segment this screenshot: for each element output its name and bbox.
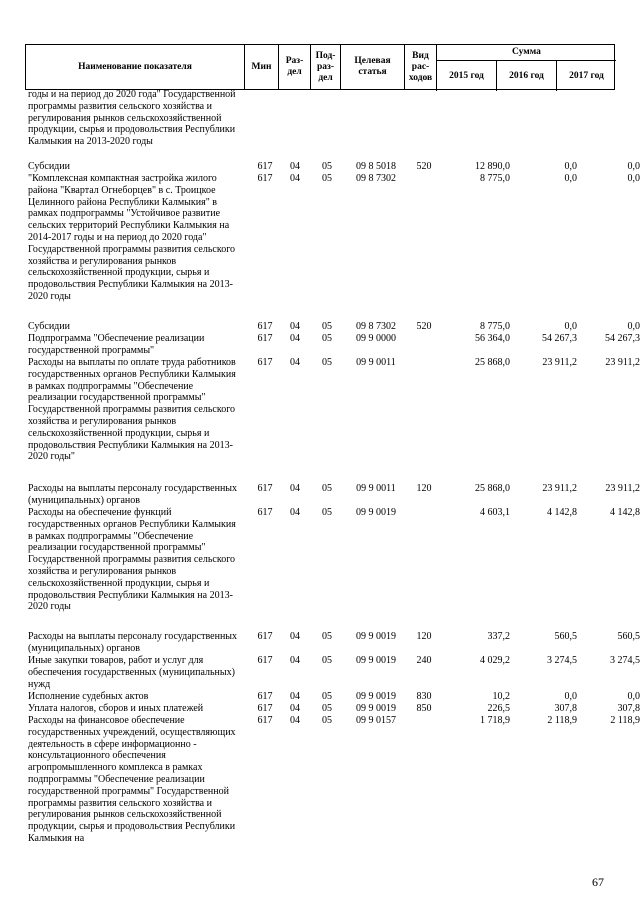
cell-raz: 04 — [290, 483, 300, 494]
cell-y3: 307,8 — [617, 703, 640, 714]
cell-y3: 2 118,9 — [610, 715, 640, 726]
cell-min: 617 — [257, 333, 273, 344]
cell-y2: 0,0 — [564, 321, 577, 332]
cell-pod: 05 — [322, 161, 332, 172]
cell-pod: 05 — [322, 631, 332, 642]
cell-pod: 05 — [322, 173, 332, 184]
cell-vid: 120 — [416, 483, 432, 494]
cell-pod: 05 — [322, 655, 332, 666]
cell-name: Подпрограмма "Обеспечение реализации государственной программы" — [28, 333, 205, 356]
cell-y1: 1 718,9 — [480, 715, 510, 726]
cell-pod: 05 — [322, 507, 332, 518]
cell-art: 09 9 0019 — [356, 691, 396, 702]
cell-pod: 05 — [322, 357, 332, 368]
cell-raz: 04 — [290, 703, 300, 714]
header-2017: 2017 год — [556, 61, 616, 91]
cell-pod: 05 — [322, 691, 332, 702]
cell-y2: 54 267,3 — [542, 333, 577, 344]
cell-raz: 04 — [290, 655, 300, 666]
cell-raz: 04 — [290, 691, 300, 702]
cell-art: 09 9 0019 — [356, 703, 396, 714]
cell-min: 617 — [257, 173, 273, 184]
cell-name: годы и на период до 2020 года" Государственной программы развития сельского хозяйства и регулирования рынков сельскохозяйственной продукции, сырья и продовольствия Республики Калмыкия на 2013-2020 годы — [28, 89, 236, 148]
header-2015: 2015 год — [436, 61, 496, 91]
cell-y2: 2 118,9 — [547, 715, 577, 726]
cell-y3: 54 267,3 — [605, 333, 640, 344]
cell-y1: 4 603,1 — [480, 507, 510, 518]
cell-vid: 830 — [416, 691, 432, 702]
cell-name: Расходы на выплаты персоналу государственных (муниципальных) органов — [28, 631, 238, 654]
cell-y3: 0,0 — [627, 321, 640, 332]
header-statya: Целевая статья — [340, 45, 404, 89]
cell-vid: 520 — [416, 321, 432, 332]
cell-y2: 23 911,2 — [542, 483, 577, 494]
header-podrazdel: Под- раз- дел — [310, 45, 340, 89]
cell-y3: 23 911,2 — [605, 483, 640, 494]
cell-raz: 04 — [290, 631, 300, 642]
cell-min: 617 — [257, 483, 273, 494]
cell-name: Субсидии — [28, 161, 70, 172]
cell-name: Расходы на финансовое обеспечение государственных учреждений, осуществляющих деятельность в сфере информационно - консультационного обеспечения агропромышленного комплекса в рамках подпрограммы "Обеспечение реализации государственной программы" Государственной программы развития сельского хозяйства и регулирования рынков сельскохозяйственной продукции, сырья и продовольствия Республики Калмыкия на — [28, 715, 236, 844]
cell-y2: 0,0 — [564, 691, 577, 702]
cell-art: 09 9 0011 — [356, 357, 396, 368]
cell-art: 09 9 0011 — [356, 483, 396, 494]
cell-min: 617 — [257, 631, 273, 642]
cell-art: 09 9 0019 — [356, 631, 396, 642]
cell-min: 617 — [257, 715, 273, 726]
cell-y3: 0,0 — [627, 691, 640, 702]
cell-art: 09 8 7302 — [356, 321, 396, 332]
header-name: Наименование показателя — [78, 61, 192, 72]
header-2016: 2016 год — [496, 61, 556, 91]
cell-min: 617 — [257, 703, 273, 714]
cell-pod: 05 — [322, 333, 332, 344]
cell-vid: 850 — [416, 703, 432, 714]
cell-y1: 10,2 — [492, 691, 510, 702]
cell-y2: 4 142,8 — [547, 507, 577, 518]
cell-min: 617 — [257, 161, 273, 172]
cell-vid: 120 — [416, 631, 432, 642]
cell-name: Расходы на обеспечение функций государственных органов Республики Калмыкия в рамках подпрограммы "Обеспечение реализации государственной программы" Государственной программы развития сельского хозяйства и регулирования рынков сельскохозяйственной продукции, сырья и продовольствия Республики Калмыкия на 2013-2020 годы — [28, 507, 236, 613]
cell-min: 617 — [257, 507, 273, 518]
cell-name: Субсидии — [28, 321, 70, 332]
cell-y3: 0,0 — [627, 161, 640, 172]
cell-y1: 337,2 — [487, 631, 510, 642]
cell-min: 617 — [257, 321, 273, 332]
cell-y1: 12 890,0 — [475, 161, 510, 172]
cell-y2: 560,5 — [554, 631, 577, 642]
cell-y1: 226,5 — [487, 703, 510, 714]
table-header — [25, 44, 615, 90]
header-vid: Вид рас- ходов — [404, 45, 436, 89]
cell-y3: 3 274,5 — [610, 655, 640, 666]
cell-y2: 3 274,5 — [547, 655, 577, 666]
cell-art: 09 9 0000 — [356, 333, 396, 344]
cell-pod: 05 — [322, 483, 332, 494]
cell-raz: 04 — [290, 161, 300, 172]
cell-pod: 05 — [322, 321, 332, 332]
cell-name: Уплата налогов, сборов и иных платежей — [28, 703, 204, 714]
cell-art: 09 8 5018 — [356, 161, 396, 172]
cell-pod: 05 — [322, 703, 332, 714]
cell-raz: 04 — [290, 173, 300, 184]
cell-y1: 25 868,0 — [475, 357, 510, 368]
cell-art: 09 9 0157 — [356, 715, 396, 726]
cell-name: Иные закупки товаров, работ и услуг для обеспечения государственных (муниципальных) нужд — [28, 655, 235, 690]
cell-y3: 23 911,2 — [605, 357, 640, 368]
cell-y3: 4 142,8 — [610, 507, 640, 518]
cell-art: 09 9 0019 — [356, 507, 396, 518]
cell-y1: 4 029,2 — [480, 655, 510, 666]
cell-vid: 520 — [416, 161, 432, 172]
cell-art: 09 8 7302 — [356, 173, 396, 184]
cell-art: 09 9 0019 — [356, 655, 396, 666]
cell-raz: 04 — [290, 715, 300, 726]
cell-name: Расходы на выплаты персоналу государственных (муниципальных) органов — [28, 483, 238, 506]
header-razdel: Раз- дел — [278, 45, 310, 89]
cell-vid: 240 — [416, 655, 432, 666]
cell-y3: 0,0 — [627, 173, 640, 184]
page-number: 67 — [592, 875, 604, 889]
cell-y1: 8 775,0 — [480, 173, 510, 184]
cell-raz: 04 — [290, 333, 300, 344]
cell-min: 617 — [257, 691, 273, 702]
cell-min: 617 — [257, 655, 273, 666]
cell-name: Исполнение судебных актов — [28, 691, 149, 702]
cell-y2: 0,0 — [564, 161, 577, 172]
cell-y1: 25 868,0 — [475, 483, 510, 494]
cell-y1: 8 775,0 — [480, 321, 510, 332]
cell-min: 617 — [257, 357, 273, 368]
cell-raz: 04 — [290, 321, 300, 332]
cell-pod: 05 — [322, 715, 332, 726]
cell-y2: 307,8 — [554, 703, 577, 714]
cell-y2: 23 911,2 — [542, 357, 577, 368]
cell-y1: 56 364,0 — [475, 333, 510, 344]
cell-name: "Комплексная компактная застройка жилого района "Квартал Огнеборцев" в с. Троицкое Целинного района Республики Калмыкия" в рамках подпрограммы "Устойчивое развитие сельских территорий Республики Калмыкия на 2014-2017 годы и на период до 2020 года" Государственной программы развития сельского хозяйства и регулирования рынков сельскохозяйственной продукции, сырья и продовольствия Республики Калмыкия на 2013-2020 годы — [28, 173, 236, 302]
header-summa: Сумма — [436, 45, 616, 61]
cell-y3: 560,5 — [617, 631, 640, 642]
cell-raz: 04 — [290, 357, 300, 368]
cell-name: Расходы на выплаты по оплате труда работников государственных органов Республики Калмыкия в рамках подпрограммы "Обеспечение реализации государственной программы" Государственной программы развития сельского хозяйства и регулирования рынков сельскохозяйственной продукции, сырья и продовольствия Республики Калмыкия на 2013-2020 годы" — [28, 357, 236, 463]
cell-raz: 04 — [290, 507, 300, 518]
header-min: Мин — [244, 45, 278, 89]
cell-y2: 0,0 — [564, 173, 577, 184]
